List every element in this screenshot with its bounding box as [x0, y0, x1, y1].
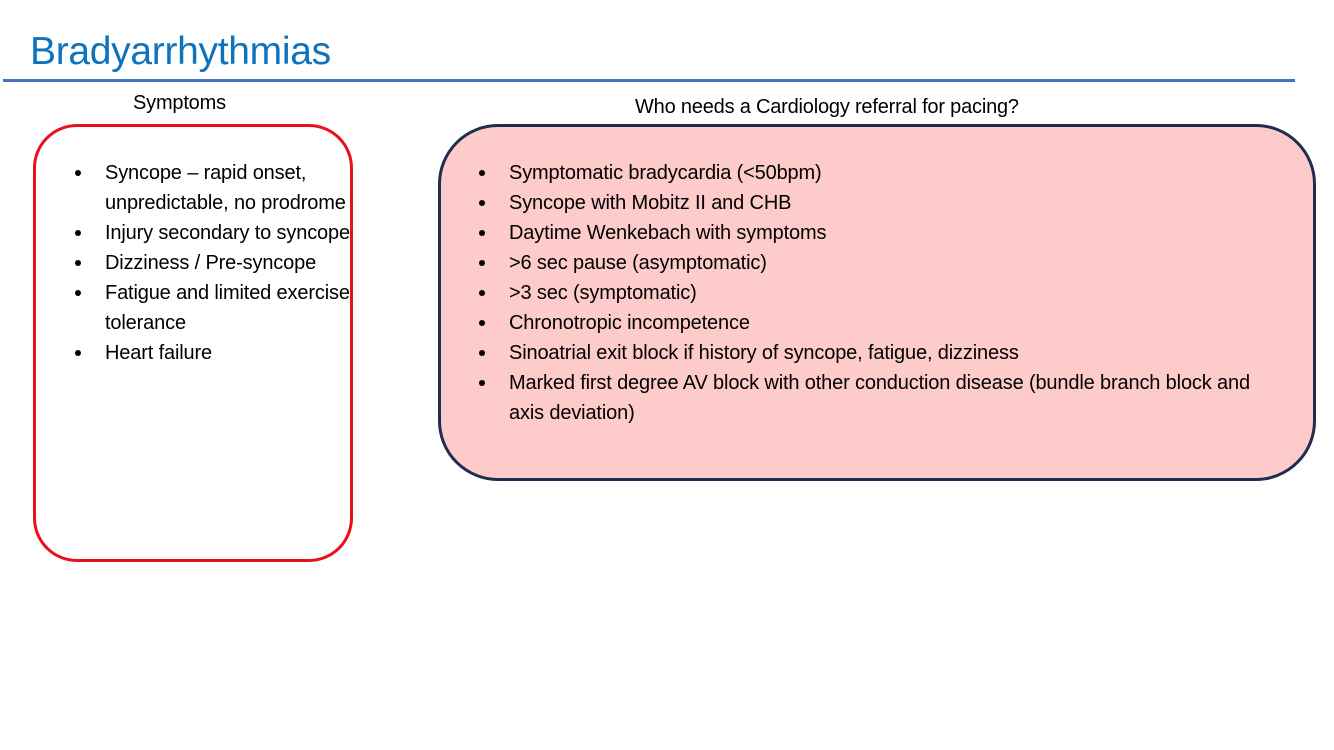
list-item-text: >3 sec (symptomatic) — [509, 282, 697, 304]
list-item-text: Dizziness / Pre-syncope — [105, 252, 317, 274]
list-item — [476, 248, 1256, 278]
bullet-icon — [75, 230, 81, 236]
list-item-text: Syncope – rapid onset, unpredictable, no prodrome — [105, 162, 346, 214]
title-divider — [3, 79, 1295, 82]
list-item-text: Heart failure — [105, 342, 212, 364]
list-item-text: Sinoatrial exit block if history of syncope, fatigue, dizziness — [509, 342, 1019, 364]
bullet-icon — [75, 260, 81, 266]
list-item-text: Fatigue and limited exercise tolerance — [105, 282, 350, 334]
referral-heading: Who needs a Cardiology referral for pacing? — [635, 96, 1019, 118]
list-item-text: Daytime Wenkebach with symptoms — [509, 222, 827, 244]
bullet-icon — [479, 260, 485, 266]
list-item — [476, 158, 1256, 188]
list-item-text: Marked first degree AV block with other conduction disease (bundle branch block and axis deviation) — [509, 372, 1250, 424]
slide-title: Bradyarrhythmias — [30, 30, 331, 73]
bullet-icon — [479, 200, 485, 206]
symptoms-box — [33, 124, 353, 562]
list-item-text: Symptomatic bradycardia (<50bpm) — [509, 162, 822, 184]
symptoms-heading: Symptoms — [133, 92, 226, 114]
bullet-icon — [479, 380, 485, 386]
bullet-icon — [479, 350, 485, 356]
list-item-text: >6 sec pause (asymptomatic) — [509, 252, 767, 274]
referral-box — [438, 124, 1316, 481]
bullet-icon — [479, 230, 485, 236]
referral-criteria-list — [476, 158, 1256, 428]
list-item — [476, 278, 1256, 308]
bullet-icon — [75, 290, 81, 296]
bullet-icon — [479, 320, 485, 326]
list-item-text: Injury secondary to syncope — [105, 222, 350, 244]
list-item — [72, 248, 352, 278]
bullet-icon — [75, 350, 81, 356]
list-item — [476, 338, 1256, 368]
bullet-icon — [479, 170, 485, 176]
list-item — [72, 218, 352, 248]
list-item — [72, 278, 352, 338]
list-item — [72, 158, 352, 218]
bullet-icon — [479, 290, 485, 296]
symptoms-list — [72, 158, 352, 368]
list-item — [476, 218, 1256, 248]
list-item — [476, 368, 1256, 428]
list-item-text: Chronotropic incompetence — [509, 312, 750, 334]
bullet-icon — [75, 170, 81, 176]
list-item — [476, 188, 1256, 218]
list-item-text: Syncope with Mobitz II and CHB — [509, 192, 792, 214]
list-item — [72, 338, 352, 368]
list-item — [476, 308, 1256, 338]
